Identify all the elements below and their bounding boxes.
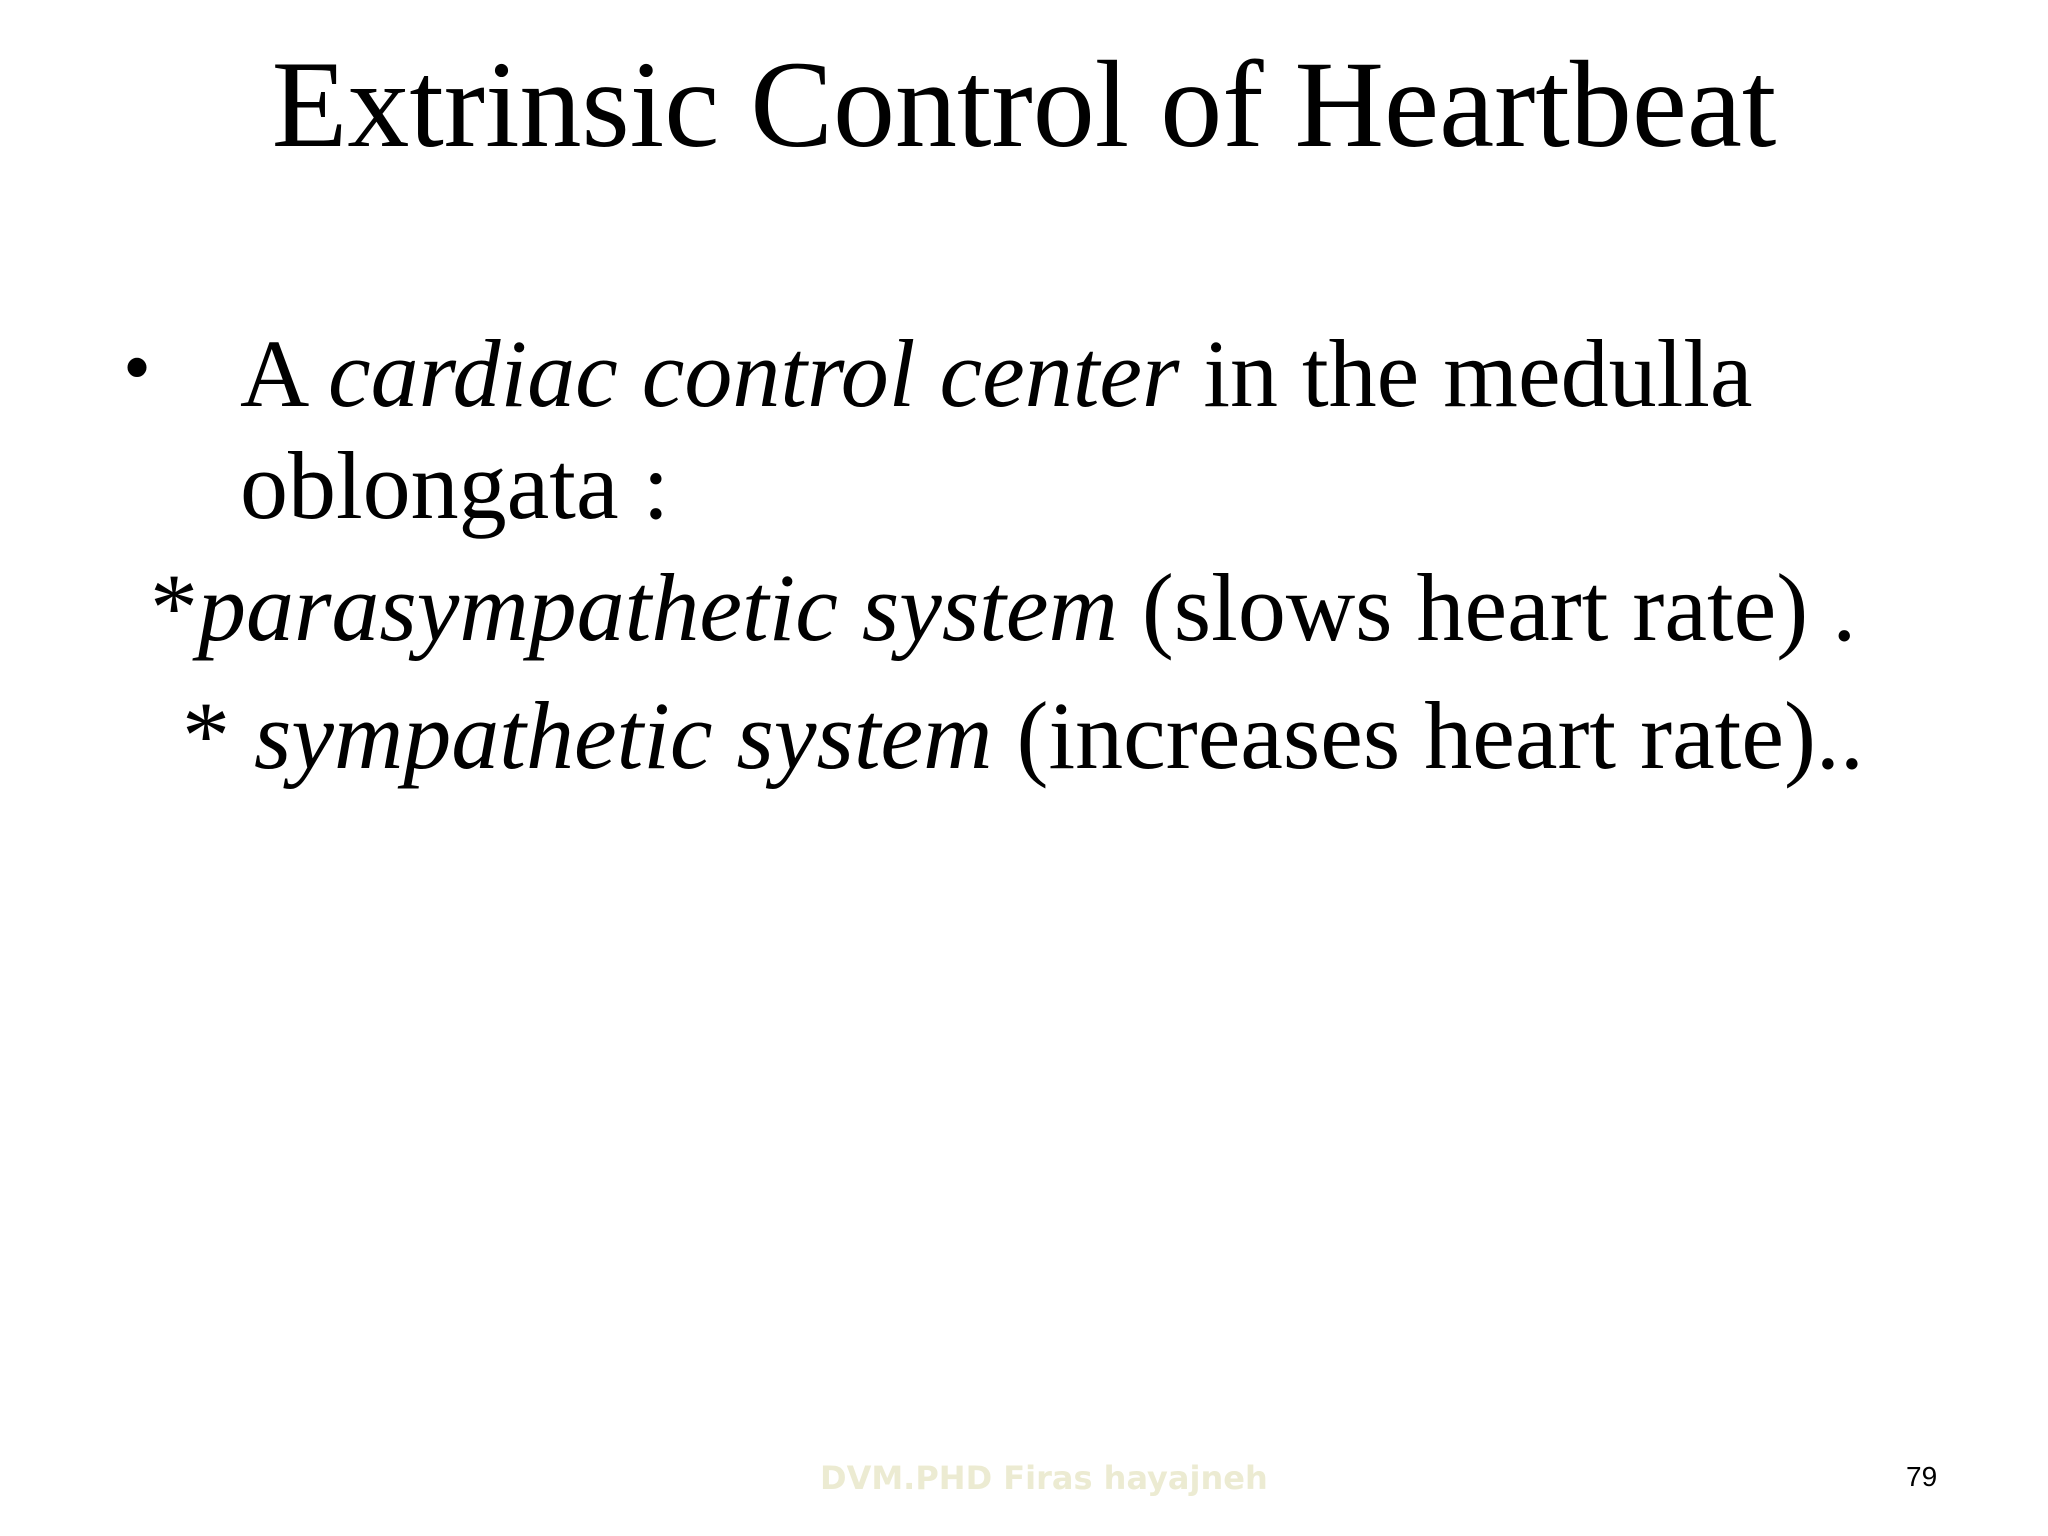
bullet-emphasis: cardiac control center <box>328 320 1180 427</box>
sub-item-emphasis: sympathetic system <box>254 682 993 789</box>
bullet-suffix: in the medulla oblongata : <box>240 320 1753 539</box>
sub-item-marker: * <box>182 682 230 789</box>
sub-item-parasympathetic <box>150 552 1856 664</box>
slide-title: Extrinsic Control of Heartbeat <box>271 36 1777 173</box>
sub-item-text: (increases heart rate).. <box>992 682 1864 789</box>
sub-item-sympathetic <box>182 680 1864 792</box>
footer-author: DVM.PHD Firas hayajneh <box>820 1459 1268 1497</box>
page-number: 79 <box>1906 1461 1938 1492</box>
bullet-prefix: A <box>240 320 329 427</box>
sub-item-marker: * <box>150 554 198 661</box>
sub-item-text: (slows heart rate) . <box>1117 554 1857 661</box>
sub-item-emphasis: parasympathetic system <box>198 554 1118 661</box>
bullet-text <box>240 318 1940 542</box>
bullet-marker: • <box>123 324 152 412</box>
